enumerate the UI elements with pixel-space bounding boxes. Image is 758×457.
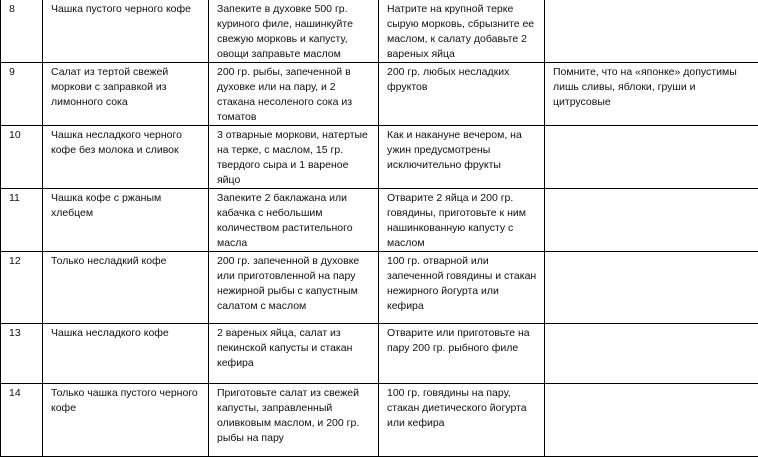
- table-row: [1, 63, 758, 126]
- dinner-cell: Натрите на крупной терке сырую морковь, сбрызните ее маслом, к салату добавьте 2 вареных яйца: [379, 0, 545, 63]
- breakfast-cell: Чашка несладкого кофе: [43, 324, 209, 384]
- breakfast-cell: Чашка пустого черного кофе: [43, 0, 209, 63]
- day-cell: 13: [1, 324, 43, 384]
- note-cell: [545, 324, 758, 384]
- note-cell: [545, 189, 758, 252]
- day-cell: 9: [1, 63, 43, 126]
- note-cell: [545, 126, 758, 189]
- note-cell: [545, 252, 758, 324]
- table-row: [1, 324, 758, 384]
- note-cell: [545, 384, 758, 457]
- day-cell: 8: [1, 0, 43, 63]
- note-cell: Помните, что на «японке» допустимы лишь сливы, яблоки, груши и цитрусовые: [545, 63, 758, 126]
- note-cell: [545, 0, 758, 63]
- dinner-cell: Как и накануне вечером, на ужин предусмотрены исключительно фрукты: [379, 126, 545, 189]
- table-row: [1, 384, 758, 457]
- dinner-cell: 100 гр. отварной или запеченной говядины и стакан нежирного йогурта или кефира: [379, 252, 545, 324]
- table-row: [1, 189, 758, 252]
- day-cell: 10: [1, 126, 43, 189]
- lunch-cell: 200 гр. запеченной в духовке или приготовленной на пару нежирной рыбы с капустным салатом с маслом: [209, 252, 379, 324]
- day-cell: 14: [1, 384, 43, 457]
- day-cell: 11: [1, 189, 43, 252]
- dinner-cell: 200 гр. любых несладких фруктов: [379, 63, 545, 126]
- lunch-cell: Запеките 2 баклажана или кабачка с небольшим количеством растительного масла: [209, 189, 379, 252]
- table-row: [1, 126, 758, 189]
- lunch-cell: 2 вареных яйца, салат из пекинской капусты и стакан кефира: [209, 324, 379, 384]
- breakfast-cell: Только несладкий кофе: [43, 252, 209, 324]
- lunch-cell: 200 гр. рыбы, запеченной в духовке или на пару, и 2 стакана несоленого сока из томатов: [209, 63, 379, 126]
- lunch-cell: Приготовьте салат из свежей капусты, заправленный оливковым маслом, и 200 гр. рыбы на пару: [209, 384, 379, 457]
- dinner-cell: Отварите или приготовьте на пару 200 гр. рыбного филе: [379, 324, 545, 384]
- day-cell: 12: [1, 252, 43, 324]
- breakfast-cell: Только чашка пустого черного кофе: [43, 384, 209, 457]
- breakfast-cell: Чашка кофе с ржаным хлебцем: [43, 189, 209, 252]
- dinner-cell: 100 гр. говядины на пару, стакан диетического йогурта или кефира: [379, 384, 545, 457]
- breakfast-cell: Чашка несладкого черного кофе без молока и сливок: [43, 126, 209, 189]
- table-row: [1, 0, 758, 63]
- table-row: [1, 252, 758, 324]
- breakfast-cell: Салат из тертой свежей моркови с заправкой из лимонного сока: [43, 63, 209, 126]
- lunch-cell: 3 отварные моркови, натертые на терке, с маслом, 15 гр. твердого сыра и 1 вареное яйцо: [209, 126, 379, 189]
- lunch-cell: Запеките в духовке 500 гр. куриного филе, нашинкуйте свежую морковь и капусту, овощи заправьте маслом: [209, 0, 379, 63]
- dinner-cell: Отварите 2 яйца и 200 гр. говядины, приготовьте к ним нашинкованную капусту с маслом: [379, 189, 545, 252]
